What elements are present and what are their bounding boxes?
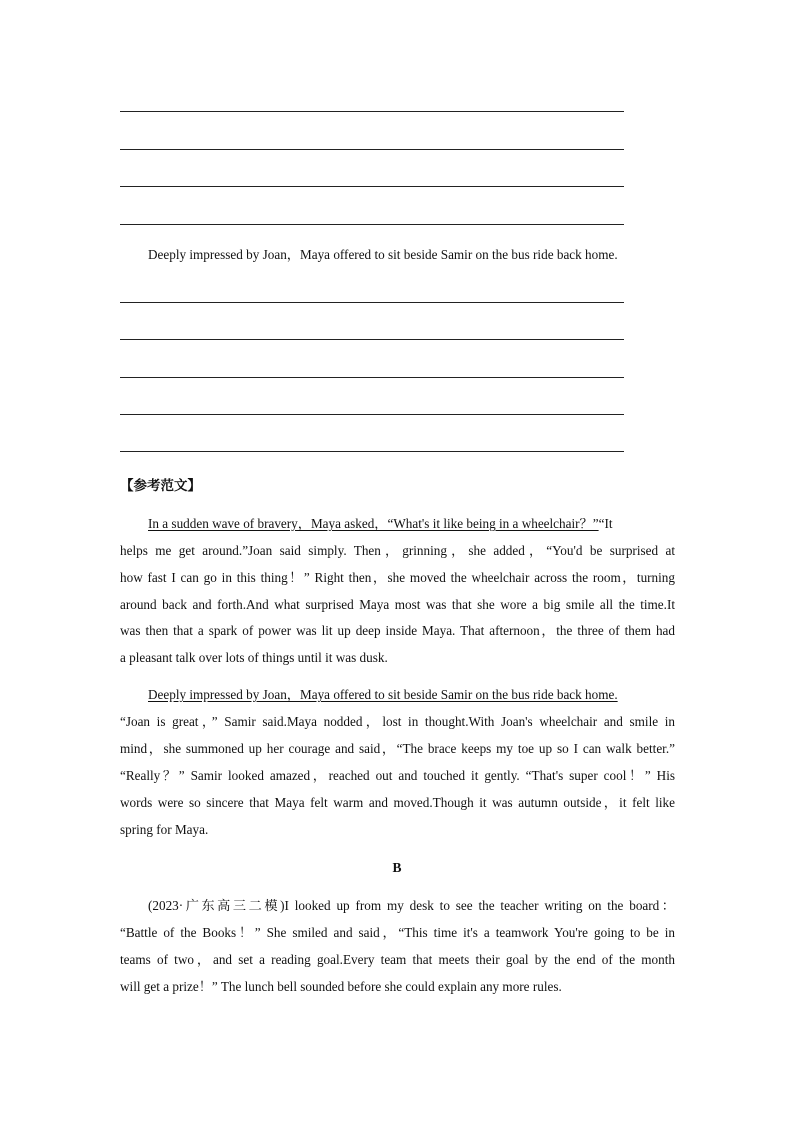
passage-b-line-1: (2023·广东高三二模)I looked up from my desk to see the teacher writing on the board： — [148, 898, 675, 913]
essay-p1-line-3: how fast I can go in this thing！” Right then，she moved the wheelchair across the room，turning — [120, 570, 675, 585]
essay-p1-line-1 — [148, 516, 675, 532]
essay-p1-line-5: was then that a spark of power was lit up deep inside Maya. That afternoon，the three of them had — [120, 623, 675, 638]
essay-p1-line-2: helps me get around.”Joan said simply. Then，grinning，she added，“You'd be surprised at — [120, 543, 675, 558]
answer-line — [120, 339, 624, 340]
answer-line — [120, 377, 624, 378]
passage-b-line-2: “Battle of the Books！” She smiled and said，“This time it's a teamwork You're going to be in — [120, 925, 675, 940]
essay-p2-opening-sentence: Deeply impressed by Joan，Maya offered to sit beside Samir on the bus ride back home. — [148, 687, 618, 702]
essay-p2-line-3: mind，she summoned up her courage and said，“The brace keeps my toe up so I can walk better.” — [120, 741, 675, 756]
answer-line — [120, 302, 624, 303]
answer-line — [120, 414, 624, 415]
answer-line — [120, 111, 624, 112]
passage-b-line-4: will get a prize！” The lunch bell sounded before she could explain any more rules. — [120, 979, 562, 994]
passage-b-line-3: teams of two，and set a reading goal.Every team that meets their goal by the end of the month — [120, 952, 675, 967]
writing-prompt-paragraph-2: Deeply impressed by Joan，Maya offered to sit beside Samir on the bus ride back home. — [148, 247, 618, 262]
essay-p1-line-4: around back and forth.And what surprised Maya most was that she wore a big smile all the time.It — [120, 597, 675, 612]
answer-line — [120, 224, 624, 225]
section-b-heading: B — [392, 860, 402, 875]
answer-line — [120, 149, 624, 150]
essay-p2-line-5: words were so sincere that Maya felt warm and moved.Though it was autumn outside，it felt like — [120, 795, 675, 810]
answer-line — [120, 451, 624, 452]
essay-p1-line-6: a pleasant talk over lots of things until it was dusk. — [120, 650, 388, 665]
essay-p1-line-1-rest: “It — [598, 516, 613, 531]
reference-essay-heading: 【参考范文】 — [120, 478, 201, 494]
essay-p2-line-4: “Really？” Samir looked amazed，reached out and touched it gently. “That's super cool！” His — [120, 768, 675, 783]
essay-p2-line-6: spring for Maya. — [120, 822, 209, 837]
essay-p1-opening-sentence: In a sudden wave of bravery，Maya asked，“What's it like being in a wheelchair？” — [148, 516, 599, 531]
essay-p2-line-2: “Joan is great，” Samir said.Maya nodded，lost in thought.With Joan's wheelchair and smile in — [120, 714, 675, 729]
answer-line — [120, 186, 624, 187]
essay-p2-line-1 — [148, 687, 675, 703]
